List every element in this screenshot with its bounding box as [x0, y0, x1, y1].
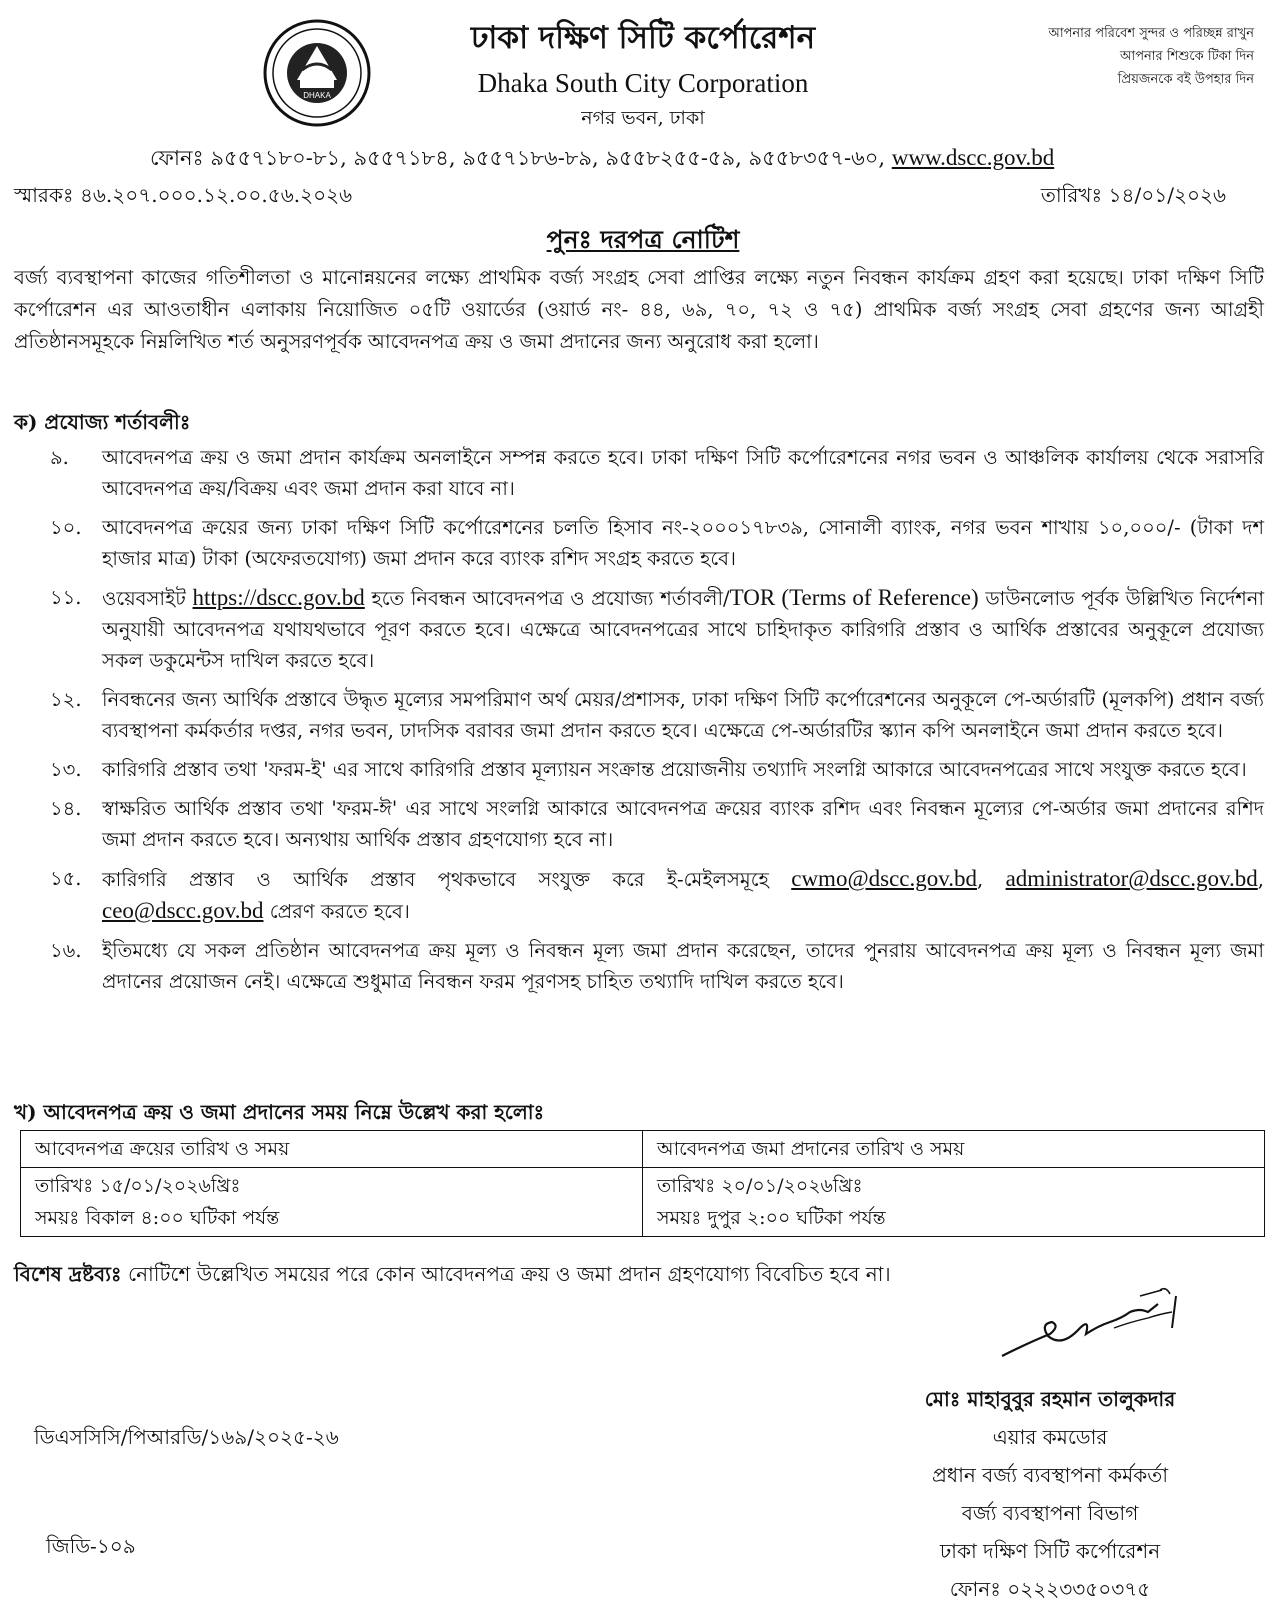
- notice-title: পুনঃ দরপত্র নোটিশ: [546, 225, 740, 254]
- memo-number: স্মারকঃ ৪৬.২০৭.০০০.১২.০০.৫৬.২০২৬: [14, 183, 353, 207]
- website-link[interactable]: www.dscc.gov.bd: [891, 145, 1055, 170]
- submit-cell: [643, 1168, 1265, 1237]
- org-location: নগর ভবন, ঢাকা: [581, 107, 705, 129]
- schedule-header-submit: আবেদনপত্র জমা প্রদানের তারিখ ও সময়: [643, 1131, 1265, 1168]
- table-row: [21, 1168, 1265, 1237]
- table-row: [21, 1131, 1265, 1168]
- signer-designation: প্রধান বর্জ্য ব্যবস্থাপনা কর্মকর্তা: [931, 1463, 1169, 1487]
- contact-line: [150, 142, 1054, 177]
- section-a-heading: ক) প্রযোজ্য শর্তাবলীঃ: [14, 410, 191, 434]
- special-note-label: বিশেষ দ্রষ্টব্যঃ: [14, 1262, 122, 1286]
- special-note: [14, 1260, 891, 1293]
- purchase-time: সময়ঃ বিকাল ৪:০০ ঘটিকা পর্যন্ত: [35, 1207, 280, 1229]
- condition-item: ১৪. স্বাক্ষরিত আর্থিক প্রস্তাব তথা 'ফরম-ঈ' এর সাথে সংলগ্নি আকারে আবেদনপত্র ক্রয়ের ব্যাংক রশিদ এবং নিবন্ধন মূল্যের পে-অর্ডার জমা প্রদানের রশিদ জমা প্রদান করতে হবে। অন্যথায় আর্থিক প্রস্তাব গ্রহণযোগ্য হবে না।: [50, 797, 1264, 851]
- condition-item: ১১. ওয়েবসাইট https://dscc.gov.bd হতে নিবন্ধন আবেদনপত্র ও প্রযোজ্য শর্তাবলী/TOR (Terms of Reference) ডাউনলোড পূর্বক উল্লিখিত নির্দেশনা অনুযায়ী আবেদনপত্র যথাযথভাবে পূরণ করতে হবে। এক্ষেত্রে আবেদনপত্রের সাথে চাহিদাকৃত কারিগরি প্রস্তাব ও আর্থিক প্রস্তাবের অনুকূলে প্রযোজ্য সকল ডকুমেন্টস দাখিল করতে হবে।: [50, 585, 1265, 672]
- slogans: [934, 22, 1254, 91]
- purchase-date: তারিখঃ ১৫/০১/২০২৬খ্রিঃ: [35, 1175, 241, 1197]
- signature-image: [990, 1282, 1210, 1372]
- condition-item: ১৩. কারিগরি প্রস্তাব তথা 'ফরম-ই' এর সাথে কারিগরি প্রস্তাব মূল্যায়ন সংক্রান্ত প্রয়োজনীয় তথ্যাদি সংলগ্নি আকারে আবেদনপত্রের সাথে সংযুক্ত করতে হবে।: [50, 758, 1247, 781]
- submit-date: তারিখঃ ২০/০১/২০২৬খ্রিঃ: [657, 1175, 863, 1197]
- schedule-header-purchase: আবেদনপত্র ক্রয়ের তারিখ ও সময়: [21, 1131, 643, 1168]
- pr-reference: ডিএসসিসি/পিআরডি/১৬৯/২০২৫-২৬: [34, 1425, 339, 1449]
- email-link-administrator[interactable]: administrator@dscc.gov.bd: [1005, 866, 1258, 891]
- intro-paragraph: বর্জ্য ব্যবস্থাপনা কাজের গতিশীলতা ও মানোন্নয়নের লক্ষ্যে প্রাথমিক বর্জ্য সংগ্রহ সেবা প্রাপ্তির লক্ষ্যে নতুন নিবন্ধন কার্যক্রম গ্রহণ করা হয়েছে। ঢাকা দক্ষিণ সিটি কর্পোরেশন এর আওতাধীন এলাকায় নিয়োজিত ০৫টি ওয়ার্ডের (ওয়ার্ড নং- ৪৪, ৬৯, ৭০, ৭২ ও ৭৫) প্রাথমিক বর্জ্য সংগ্রহ সেবা গ্রহণের জন্য আগ্রহী প্রতিষ্ঠানসমূহকে নিম্নলিখিত শর্ত অনুসরণপূর্বক আবেদনপত্র ক্রয় ও জমা প্রদানের জন্য অনুরোধ করা হলো।: [14, 266, 1264, 353]
- conditions-list: [50, 442, 1264, 1005]
- special-note-text: নোটিশে উল্লেখিত সময়ের পরে কোন আবেদনপত্র ক্রয় ও জমা প্রদান গ্রহণযোগ্য বিবেচিত হবে না।: [127, 1262, 891, 1286]
- org-title-en: Dhaka South City Corporation: [477, 68, 809, 98]
- signer-org: ঢাকা দক্ষিণ সিটি কর্পোরেশন: [939, 1539, 1161, 1563]
- email-link-cwmo[interactable]: cwmo@dscc.gov.bd: [791, 866, 977, 891]
- gd-number: জিডি-১০৯: [46, 1534, 136, 1558]
- website-link[interactable]: https://dscc.gov.bd: [192, 585, 365, 610]
- condition-item: ১৫. কারিগরি প্রস্তাব ও আর্থিক প্রস্তাব পৃথকভাবে সংযুক্ত করে ই-মেইলসমূহে cwmo@dscc.gov.bd, administrator@dscc.gov.bd, ceo@dscc.gov.bd প্রেরণ করতে হবে।: [50, 866, 1264, 923]
- condition-item: ১০. আবেদনপত্র ক্রয়ের জন্য ঢাকা দক্ষিণ সিটি কর্পোরেশনের চলতি হিসাব নং-২০০০১৭৮৩৯, সোনালী ব্যাংক, নগর ভবন শাখায় ১০,০০০/- (টাকা দশ হাজার মাত্র) টাকা (অফেরতযোগ্য) জমা প্রদান করে ব্যাংক রশিদ সংগ্রহ করতে হবে।: [50, 516, 1264, 570]
- svg-text:DHAKA: DHAKA: [303, 91, 331, 100]
- condition-item: ১৬. ইতিমধ্যে যে সকল প্রতিষ্ঠান আবেদনপত্র ক্রয় মূল্য ও নিবন্ধন মূল্য জমা প্রদান করেছেন, তাদের পুনরায় আবেদনপত্র ক্রয় মূল্য ও নিবন্ধন মূল্য জমা প্রদানের প্রয়োজন নেই। এক্ষেত্রে শুধুমাত্র নিবন্ধন ফরম পূরণসহ চাহিত তথ্যাদি দাখিল করতে হবে।: [50, 939, 1264, 993]
- signer-department: বর্জ্য ব্যবস্থাপনা বিভাগ: [961, 1501, 1139, 1525]
- condition-item: ১২. নিবন্ধনের জন্য আর্থিক প্রস্তাবে উদ্ধৃত মূল্যের সমপরিমাণ অর্থ মেয়র/প্রশাসক, ঢাকা দক্ষিণ সিটি কর্পোরেশনের অনুকূলে পে-অর্ডারটি (মূলকপি) প্রধান বর্জ্য ব্যবস্থাপনা কর্মকর্তার দপ্তর, নগর ভবন, ঢাদসিক বরাবর জমা প্রদান করতে হবে। এক্ষেত্রে পে-অর্ডারটির স্ক্যান কপি অনলাইনে জমা প্রদান করতে হবে।: [50, 688, 1264, 742]
- schedule-table: [20, 1130, 1265, 1237]
- email-link-ceo[interactable]: ceo@dscc.gov.bd: [102, 898, 264, 923]
- slogan-3: প্রিয়জনকে বই উপহার দিন: [1117, 72, 1254, 87]
- signer-name: মোঃ মাহাবুবুর রহমান তালুকদার: [924, 1387, 1176, 1411]
- section-b-heading: খ) আবেদনপত্র ক্রয় ও জমা প্রদানের সময় নিম্নে উল্লেখ করা হলোঃ: [14, 1100, 545, 1124]
- slogan-1: আপনার পরিবেশ সুন্দর ও পরিচ্ছন্ন রাখুন: [1048, 26, 1254, 41]
- org-title-bn: ঢাকা দক্ষিণ সিটি কর্পোরেশন: [470, 20, 816, 56]
- signer-phone: ফোনঃ ০২২২৩৩৫০৩৭৫: [949, 1577, 1151, 1601]
- submit-time: সময়ঃ দুপুর ২:০০ ঘটিকা পর্যন্ত: [657, 1207, 886, 1229]
- purchase-cell: [21, 1168, 643, 1237]
- condition-item: ৯. আবেদনপত্র ক্রয় ও জমা প্রদান কার্যক্রম অনলাইনে সম্পন্ন করতে হবে। ঢাকা দক্ষিণ সিটি কর্পোরেশনের নগর ভবন ও আঞ্চলিক কার্যালয় থেকে সরাসরি আবেদনপত্র ক্রয়/বিক্রয় এবং জমা প্রদান করা যাবে না।: [50, 446, 1264, 500]
- phone-numbers: ফোনঃ ৯৫৫৭১৮০-৮১, ৯৫৫৭১৮৪, ৯৫৫৭১৮৬-৮৯, ৯৫৫৮২৫৫-৫৯, ৯৫৫৮৩৫৭-৬০,: [150, 146, 886, 170]
- signatory-block: [870, 1380, 1230, 1608]
- notice-date: তারিখঃ ১৪/০১/২০২৬: [1040, 183, 1226, 207]
- signer-rank: এয়ার কমডোর: [992, 1425, 1108, 1449]
- slogan-2: আপনার শিশুকে টিকা দিন: [1120, 49, 1254, 64]
